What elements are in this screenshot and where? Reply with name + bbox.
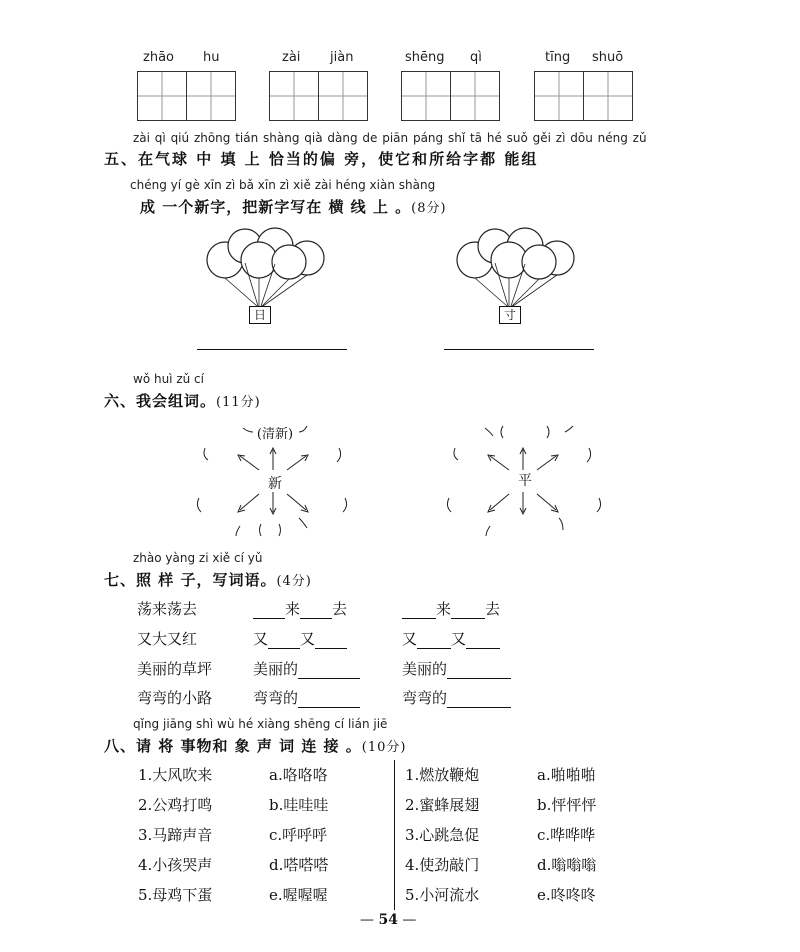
pinyin-ting: tīng: [545, 50, 571, 65]
section8-score: (10分): [361, 740, 407, 755]
section7-score: (4分): [276, 574, 312, 589]
balloon-char-box-2: 寸: [499, 306, 521, 324]
writing-grid-4[interactable]: [535, 71, 633, 121]
section5-pinyin-2: chéng yí gè xīn zì bǎ xīn zì xiě zài héng xiàn shàng: [130, 178, 436, 192]
pinyin-sheng: shēng: [405, 50, 445, 65]
section6-score: (11分): [216, 395, 261, 410]
writing-grid-1[interactable]: [138, 71, 236, 121]
right-sound-e[interactable]: e.咚咚咚: [537, 886, 596, 904]
section8-title: 八、请 将 事物和 象 声 词 连 接 。: [104, 737, 362, 755]
pinyin-shuo: shuō: [592, 50, 624, 65]
left-sound-a[interactable]: a.咯咯咯: [269, 766, 328, 784]
word-web-1-example: (清新): [256, 427, 294, 442]
word-web-1-center: 新: [268, 476, 282, 492]
left-sound-d[interactable]: d.嗒嗒嗒: [269, 856, 329, 874]
word-web-1: [185, 418, 365, 543]
balloon-char-box-1: 日: [249, 306, 271, 324]
section6-pinyin: wǒ huì zǔ cí: [133, 372, 204, 386]
right-item-2[interactable]: 2.蜜蜂展翅: [405, 796, 480, 814]
left-item-5[interactable]: 5.母鸡下蛋: [138, 886, 213, 904]
example-2: 又大又红: [137, 630, 198, 648]
right-sound-c[interactable]: c.哗哗哗: [537, 826, 596, 844]
example-4: 弯弯的小路: [137, 689, 213, 707]
answer-line-1[interactable]: [197, 349, 347, 350]
section8-pinyin: qǐng jiāng shì wù hé xiàng shēng cí lián jiē: [133, 717, 388, 731]
pinyin-zai: zài: [282, 50, 301, 65]
section5-title-2: 成 一个新字，把新字写在 横 线 上 。(8分): [140, 198, 447, 216]
pinyin-jian: jiàn: [330, 50, 354, 65]
right-sound-a[interactable]: a.啪啪啪: [537, 766, 596, 784]
fill-row-4b[interactable]: 弯弯的: [402, 687, 511, 708]
pinyin-zhao: zhāo: [143, 50, 174, 65]
section7-title: 七、照 样 子，写词语。: [104, 571, 277, 589]
fill-row-2b[interactable]: 又 又: [402, 628, 500, 649]
writing-grid-3[interactable]: [402, 71, 500, 121]
fill-row-3a[interactable]: 美丽的: [253, 658, 360, 679]
divider: [394, 760, 395, 910]
left-sound-c[interactable]: c.呼呼呼: [269, 826, 328, 844]
pinyin-hu: hu: [203, 50, 220, 65]
word-web-2: [435, 418, 615, 543]
fill-row-1b[interactable]: 来 去: [402, 598, 500, 619]
left-sound-b[interactable]: b.哇哇哇: [269, 796, 329, 814]
fill-row-1a[interactable]: 来 去: [253, 598, 347, 619]
answer-line-2[interactable]: [444, 349, 594, 350]
right-item-5[interactable]: 5.小河流水: [405, 886, 480, 904]
fill-row-2a[interactable]: 又 又: [253, 628, 347, 649]
fill-row-3b[interactable]: 美丽的: [402, 658, 511, 679]
left-item-3[interactable]: 3.马蹄声音: [138, 826, 213, 844]
example-3: 美丽的草坪: [137, 660, 213, 678]
right-item-3[interactable]: 3.心跳急促: [405, 826, 480, 844]
left-item-1[interactable]: 1.大风吹来: [138, 766, 213, 784]
right-item-1[interactable]: 1.燃放鞭炮: [405, 766, 480, 784]
section5-pinyin-1: zài qì qiú zhōng tián shàng qià dàng de piān páng shǐ tā hé suǒ gěi zì dōu néng zǔ: [133, 131, 647, 145]
right-sound-d[interactable]: d.嗡嗡嗡: [537, 856, 597, 874]
section6-title: 六、我会组词。: [104, 392, 217, 410]
fill-row-4a[interactable]: 弯弯的: [253, 687, 360, 708]
right-item-4[interactable]: 4.使劲敲门: [405, 856, 480, 874]
example-1: 荡来荡去: [137, 600, 198, 618]
left-item-4[interactable]: 4.小孩哭声: [138, 856, 213, 874]
left-item-2[interactable]: 2.公鸡打鸣: [138, 796, 213, 814]
writing-grid-2[interactable]: [270, 71, 368, 121]
page-number: — 54 —: [360, 912, 417, 928]
section7-pinyin: zhào yàng zi xiě cí yǔ: [133, 551, 263, 565]
word-web-2-center: 平: [518, 473, 532, 489]
left-sound-e[interactable]: e.喔喔喔: [269, 886, 328, 904]
right-sound-b[interactable]: b.怦怦怦: [537, 796, 597, 814]
pinyin-qi: qì: [470, 50, 482, 65]
section5-title-1: 五、在气球 中 填 上 恰当的偏 旁，使它和所给字都 能组: [104, 150, 539, 168]
